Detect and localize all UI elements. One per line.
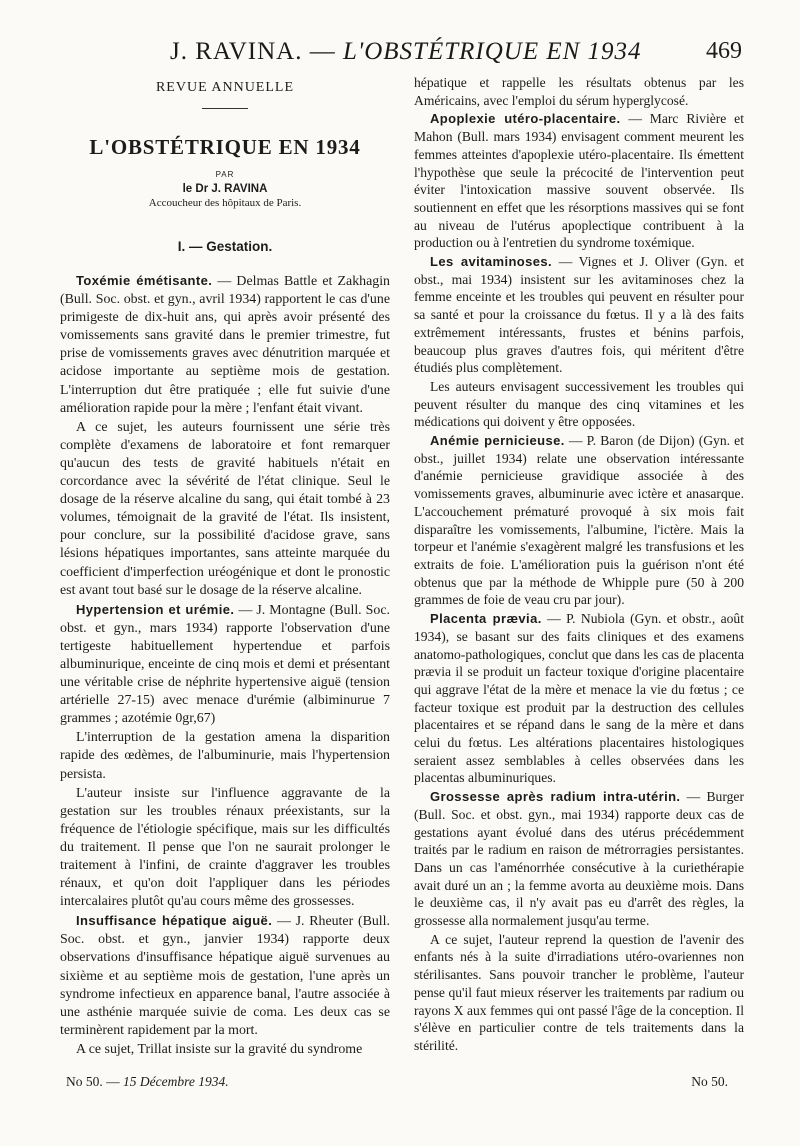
entry-text: A ce sujet, les auteurs fournissent une série très complète d'examens de laboratoire et font remarquer qu'aucun des tests de gravité habituels n'était en corcordance avec la sévérité de l'état clinique. Seul le dosage de la réserve alcaline du sang, qui était tombé à 23 volumes, témoignait de la gravité de l'état. Ils insistent, pour conclure, sur la possibilité d'acidose grave, sans lésions hépatiques importantes, sans atteinte marquée du coefficient d'imperfection uréogénique et dont le pronostic est avant tout basé sur le dosage de la réserve alcaline.: [60, 419, 390, 598]
entry-text: Les auteurs envisagent successivement les troubles qui peuvent résulter du manque des cinq vitamines et les médications qui doivent y être opposées.: [414, 378, 744, 430]
entry-heading: Hypertension et urémie.: [76, 601, 235, 617]
footer-dash: —: [102, 1074, 123, 1089]
paragraph: [414, 432, 744, 609]
entry-text: L'interruption de la gestation amena la disparition rapide des œdèmes, de l'albuminurie, mais l'hypertension persista.: [60, 730, 390, 782]
paragraph: [60, 1041, 390, 1059]
paragraph: [60, 272, 390, 418]
entry-heading: Les avitaminoses.: [430, 254, 553, 270]
article-title: L'OBSTÉTRIQUE EN 1934: [89, 135, 361, 159]
entry-heading: Anémie pernicieuse.: [430, 433, 565, 449]
left-paragraphs: [60, 272, 390, 1059]
paragraph: [414, 788, 744, 930]
short-divider: [202, 108, 248, 109]
footer-issue-right: No 50.: [691, 1074, 728, 1089]
entry-text: — P. Nubiola (Gyn. et obstr., août 1934), se basant sur des faits cliniques et des examens anatomo-pathologiques, conclut que dans les cas de placenta prævia il se produit un facteur toxique d'origine placentaire qui aggrave l'état de la mère et menace la vie du fœtus ; ce facteur toxique est produit par la destruction des cellules placentaires et se répand dans le sang de la mère et dans celui du fœtus. Les altérations placentaires histologiques seraient assez semblables à celles observées dans les placentas albuminuriques.: [414, 611, 744, 786]
section-heading: I. — Gestation.: [177, 239, 273, 254]
author-affiliation: Accoucheur des hôpitaux de Paris.: [148, 197, 302, 209]
entry-text: — J. Rheuter (Bull. Soc. obst. et gyn., janvier 1934) rapporte deux observations d'insuffisance hépatique aiguë survenues au sixième et au septième mois de gestation, l'une après un syndrome infectieux en apparence banal, l'autre associée à une asthénie marquée suivie de coma. Les deux cas se terminèrent rapidement par la mort.: [60, 914, 390, 1038]
entry-text: A ce sujet, l'auteur reprend la question de l'avenir des enfants nés à la suite d'irradiations utéro-ovariennes non stérilisantes. Sans pouvoir trancher le problème, l'auteur pense qu'il faut mieux réserver les traitements par radium ou rayons X aux femmes qui ont passé l'âge de la conception. Il s'élève en particulier contre de tels traitements dans la stérilité.: [414, 931, 744, 1053]
byline-par: PAR: [215, 170, 235, 179]
entry-heading: Insuffisance hépatique aiguë.: [76, 913, 273, 929]
author-name: le Dr J. RAVINA: [182, 183, 268, 195]
entry-text: — Marc Rivière et Mahon (Bull. mars 1934) envisagent comment meurent les femmes atteintes d'apoplexie utéro-placentaire. Ils émettent l'hypothèse que seule la précocité de l'intervention peut éviter l'intoxication massive souvent observée. Ils soutiennent en effet que les résorptions massives qui se font au niveau de l'utérus apoplectique contribuent à la production ou à l'entretien du syndrome toxémique.: [414, 111, 744, 251]
right-column: [414, 74, 744, 1055]
entry-heading: Placenta prævia.: [430, 611, 542, 627]
entry-text: — P. Baron (de Dijon) (Gyn. et obst., juillet 1934) relate une observation intéressante d'anémie pernicieuse gravidique associée à des vomissements graves, albuminurie avec ictère et anasarque. L'accouchement prématuré provoqué à six mois fait disparaître les vomissements, l'albumine, l'ictère. Mais la torpeur et l'anémie s'exagèrent malgré les transfusions et les extraits de foie. L'amélioration puis la guérison n'ont été obtenus que par la méthode de Whipple pure (50 à 200 grammes de foie de veau cru par jour).: [414, 433, 744, 608]
paragraph: [414, 253, 744, 377]
entry-heading: Apoplexie utéro-placentaire.: [430, 111, 621, 127]
entry-text: A ce sujet, Trillat insiste sur la gravité du syndrome: [76, 1041, 363, 1057]
running-head-author: J. RAVINA.: [170, 38, 303, 65]
entry-text: — Burger (Bull. Soc. et obst. gyn., mai 1934) rapporte deux cas de gestations ayant évolué dans des utérus précédemment traités par le radium en raison de métrorragies persistantes. Dans un cas l'aménorrhée consécutive à la curiethérapie avait duré un an ; la femme avorta au deuxième mois. Dans le deuxième cas, il n'y avait pas eu d'arrêt des règles, la grossesse alla normalement jusqu'au terme.: [414, 789, 744, 929]
footer-date: 15 Décembre 1934.: [123, 1074, 229, 1089]
left-column: [60, 74, 390, 1059]
page-number: 469: [706, 38, 742, 64]
entry-text: L'auteur insiste sur l'influence aggravante de la gestation sur les troubles rénaux préexistants, sur la fréquence de l'étiologie spécifique, mais sur les difficultés du traitement. Il pense que l'on ne saurait prolonger le traitement à l'infini, de crainte d'aggraver les troubles rénaux, et qu'on doit l'appliquer dans les périodes intercalaires plutôt qu'au cours même des grossesses.: [60, 785, 390, 910]
running-head-title: L'OBSTÉTRIQUE EN 1934: [342, 38, 642, 65]
footer-issue-date: [66, 1074, 229, 1090]
paragraph: [60, 912, 390, 1040]
entry-text: hépatique et rappelle les résultats obtenus par les Américains, avec l'emploi du sérum hyperglycosé.: [414, 75, 744, 108]
running-head-dash: —: [302, 38, 343, 65]
journal-section-heading: REVUE ANNUELLE: [155, 80, 295, 95]
footer-issue-left: No 50.: [66, 1074, 103, 1089]
entry-text: — Vignes et J. Oliver (Gyn. et obst., mai 1934) insistent sur les avitaminoses chez la femme enceinte et les troubles qui peuvent en résulter pour sa santé et pour la croissance du fœtus. Il y a là des faits extrêmement intéressants, frustes et bénins parfois, beaucoup plus graves d'autres fois, qui méritent d'être étudiés plus complètement.: [414, 254, 744, 376]
entry-heading: Grossesse après radium intra-utérin.: [430, 789, 681, 805]
entry-text: — Delmas Battle et Zakhagin (Bull. Soc. obst. et gyn., avril 1934) rapportent le cas d'une primigeste de dix-huit ans, qui après avoir présenté des vomissements sans gravité dans le premier trimestre, fut prise de vomissements graves avec dénutrition marquée et acidose importante au septième mois de gestation. L'interruption dut être pratiquée ; elle fut suivie d'une amélioration rapide pour la mère ; l'enfant était vivant.: [60, 274, 390, 416]
paragraph: [414, 931, 744, 1055]
entry-text: — J. Montagne (Bull. Soc. obst. et gyn., mars 1934) rapporte l'observation d'une tertigeste habituellement hypertendue et parfois albuminurique, enceinte de cinq mois et demi et présentant une véritable crise de néphrite hypertensive aiguë (tension artérielle 27-15) avec menace d'urémie (albiminurue 7 grammes ; azotémie 0gr,67): [60, 602, 390, 727]
paragraph: [60, 601, 390, 729]
entry-heading: Toxémie émétisante.: [76, 273, 213, 288]
paragraph: [60, 785, 390, 912]
paragraph: [414, 74, 744, 109]
right-paragraphs: [414, 74, 744, 1055]
paragraph: [414, 610, 744, 787]
running-head: [170, 38, 730, 66]
paragraph: [414, 378, 744, 431]
paragraph: [414, 110, 744, 252]
paragraph: [60, 419, 390, 600]
paragraph: [60, 729, 390, 783]
